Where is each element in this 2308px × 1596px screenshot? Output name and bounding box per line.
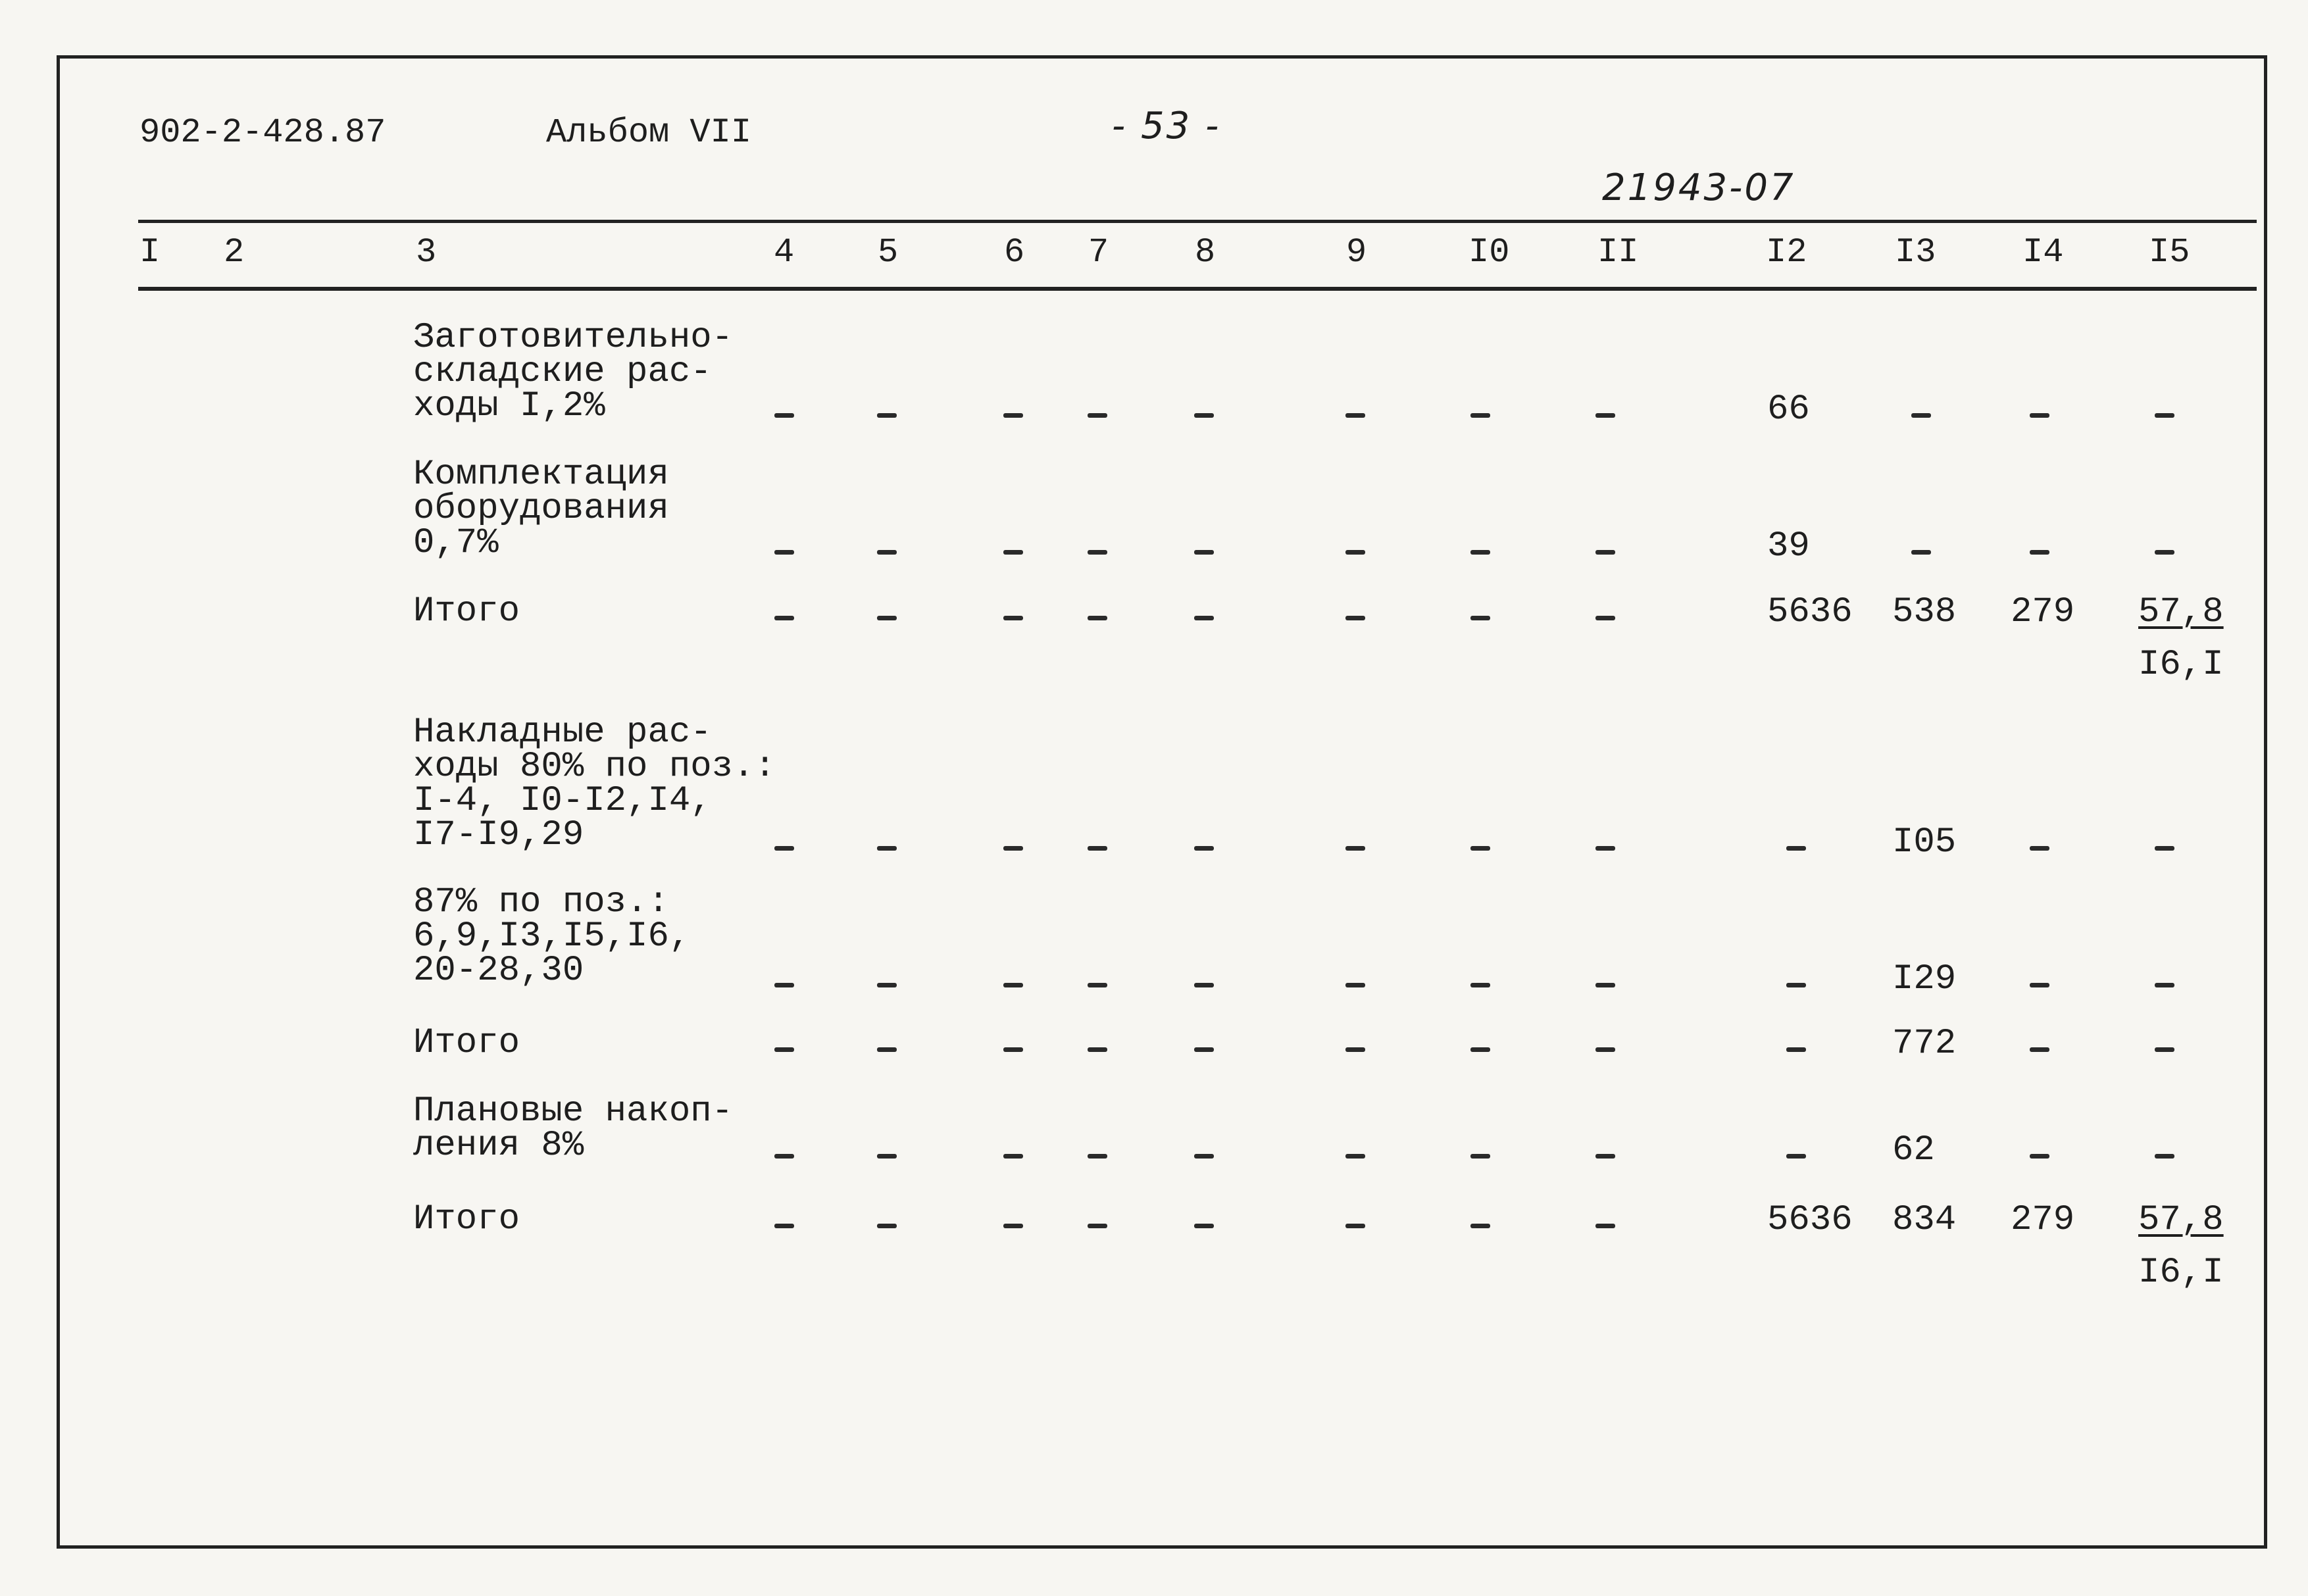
- empty-dash: [1345, 616, 1365, 620]
- column-number-15: I5: [2149, 233, 2190, 272]
- empty-dash: [1470, 846, 1490, 851]
- empty-dash: [1003, 983, 1023, 987]
- empty-dash: [1345, 846, 1365, 851]
- empty-dash: [1345, 413, 1365, 418]
- empty-dash: [1595, 550, 1615, 555]
- fraction-numerator: 57,8: [2138, 1200, 2224, 1240]
- table-cell: I05: [1892, 822, 1957, 862]
- empty-dash: [1088, 550, 1107, 555]
- fraction-denominator: I6,I: [2138, 1253, 2224, 1293]
- table-cell: 39: [1767, 526, 1810, 566]
- empty-dash: [877, 550, 897, 555]
- empty-dash: [1345, 550, 1365, 555]
- fraction-numerator: 57,8: [2138, 592, 2224, 632]
- empty-dash: [1088, 846, 1107, 851]
- empty-dash: [1088, 1224, 1107, 1228]
- fraction-cell: [2138, 592, 2224, 685]
- empty-dash: [1194, 983, 1214, 987]
- empty-dash: [2030, 1047, 2049, 1052]
- table-cell: 538: [1892, 592, 1957, 632]
- empty-dash: [2155, 983, 2174, 987]
- empty-dash: [2030, 550, 2049, 555]
- empty-dash: [1595, 846, 1615, 851]
- column-number-2: 2: [224, 233, 245, 272]
- page-border: [57, 55, 2267, 1549]
- empty-dash: [877, 413, 897, 418]
- empty-dash: [774, 983, 794, 987]
- table-cell: I29: [1892, 959, 1957, 999]
- document-code: 902-2-428.87: [139, 113, 386, 152]
- row-label: Заготовительно- складские рас- ходы I,2%: [413, 318, 734, 426]
- empty-dash: [774, 413, 794, 418]
- column-number-7: 7: [1088, 233, 1109, 272]
- fraction-cell: [2138, 1200, 2224, 1293]
- column-number-12: I2: [1766, 233, 1807, 272]
- row-label: Накладные рас- ходы 80% по поз.: I-4, I0-I2,I4, I7-I9,29: [413, 712, 776, 855]
- empty-dash: [877, 846, 897, 851]
- empty-dash: [1470, 1154, 1490, 1159]
- empty-dash: [877, 1224, 897, 1228]
- row-label: Комплектация оборудования 0,7%: [413, 455, 669, 563]
- column-number-8: 8: [1195, 233, 1216, 272]
- empty-dash: [1786, 1047, 1806, 1052]
- empty-dash: [1088, 983, 1107, 987]
- empty-dash: [774, 1224, 794, 1228]
- empty-dash: [1194, 1154, 1214, 1159]
- empty-dash: [1786, 983, 1806, 987]
- column-number-14: I4: [2022, 233, 2064, 272]
- empty-dash: [1003, 616, 1023, 620]
- empty-dash: [2155, 846, 2174, 851]
- empty-dash: [1345, 1154, 1365, 1159]
- empty-dash: [1088, 1047, 1107, 1052]
- row-label: 87% по поз.: 6,9,I3,I5,I6, 20-28,30: [413, 882, 691, 991]
- fraction-denominator: I6,I: [2138, 645, 2224, 685]
- empty-dash: [1786, 846, 1806, 851]
- empty-dash: [774, 1154, 794, 1159]
- empty-dash: [1003, 1154, 1023, 1159]
- row-label: Плановые накоп- ления 8%: [413, 1091, 734, 1166]
- column-number-9: 9: [1346, 233, 1367, 272]
- empty-dash: [2155, 1047, 2174, 1052]
- header-bottom-rule: [138, 287, 2257, 291]
- empty-dash: [1194, 846, 1214, 851]
- empty-dash: [1911, 413, 1931, 418]
- empty-dash: [2030, 1154, 2049, 1159]
- empty-dash: [2030, 983, 2049, 987]
- table-cell: 62: [1892, 1130, 1935, 1170]
- empty-dash: [877, 616, 897, 620]
- empty-dash: [1470, 616, 1490, 620]
- empty-dash: [1786, 1154, 1806, 1159]
- column-number-3: 3: [416, 233, 437, 272]
- column-number-4: 4: [774, 233, 795, 272]
- empty-dash: [1911, 550, 1931, 555]
- empty-dash: [1595, 1224, 1615, 1228]
- page-number: - 53 -: [1112, 105, 1221, 147]
- empty-dash: [1194, 1224, 1214, 1228]
- empty-dash: [877, 1047, 897, 1052]
- empty-dash: [1470, 1047, 1490, 1052]
- table-cell: 5636: [1767, 592, 1853, 632]
- empty-dash: [2155, 413, 2174, 418]
- empty-dash: [877, 983, 897, 987]
- empty-dash: [1088, 616, 1107, 620]
- empty-dash: [1595, 413, 1615, 418]
- empty-dash: [877, 1154, 897, 1159]
- empty-dash: [1003, 1224, 1023, 1228]
- empty-dash: [1595, 1047, 1615, 1052]
- empty-dash: [774, 550, 794, 555]
- column-number-5: 5: [878, 233, 899, 272]
- empty-dash: [1345, 983, 1365, 987]
- table-cell: 772: [1892, 1024, 1957, 1064]
- row-label: Итого: [413, 1023, 520, 1063]
- column-number-10: I0: [1468, 233, 1510, 272]
- empty-dash: [1194, 413, 1214, 418]
- empty-dash: [2030, 413, 2049, 418]
- empty-dash: [1345, 1047, 1365, 1052]
- table-cell: 279: [2011, 1200, 2075, 1240]
- empty-dash: [2155, 550, 2174, 555]
- empty-dash: [1003, 413, 1023, 418]
- table-cell: 5636: [1767, 1200, 1853, 1240]
- empty-dash: [1595, 983, 1615, 987]
- column-number-6: 6: [1004, 233, 1025, 272]
- album-label: Альбом VII: [546, 113, 752, 152]
- empty-dash: [1194, 616, 1214, 620]
- empty-dash: [1595, 616, 1615, 620]
- table-cell: 66: [1767, 389, 1810, 430]
- header-top-rule: [138, 220, 2257, 223]
- column-number-1: I: [139, 233, 161, 272]
- table-cell: 279: [2011, 592, 2075, 632]
- inventory-number: 21943-07: [1602, 166, 1795, 209]
- table-cell: 834: [1892, 1200, 1957, 1240]
- empty-dash: [774, 1047, 794, 1052]
- empty-dash: [1345, 1224, 1365, 1228]
- empty-dash: [1470, 413, 1490, 418]
- row-label: Итого: [413, 1199, 520, 1239]
- empty-dash: [1470, 550, 1490, 555]
- column-number-11: II: [1597, 233, 1639, 272]
- empty-dash: [1003, 550, 1023, 555]
- empty-dash: [1088, 413, 1107, 418]
- empty-dash: [774, 616, 794, 620]
- empty-dash: [1088, 1154, 1107, 1159]
- empty-dash: [2030, 846, 2049, 851]
- empty-dash: [1194, 550, 1214, 555]
- empty-dash: [774, 846, 794, 851]
- empty-dash: [1470, 983, 1490, 987]
- empty-dash: [1003, 1047, 1023, 1052]
- empty-dash: [1595, 1154, 1615, 1159]
- row-label: Итого: [413, 591, 520, 632]
- empty-dash: [2155, 1154, 2174, 1159]
- empty-dash: [1003, 846, 1023, 851]
- empty-dash: [1194, 1047, 1214, 1052]
- column-number-13: I3: [1895, 233, 1936, 272]
- empty-dash: [1470, 1224, 1490, 1228]
